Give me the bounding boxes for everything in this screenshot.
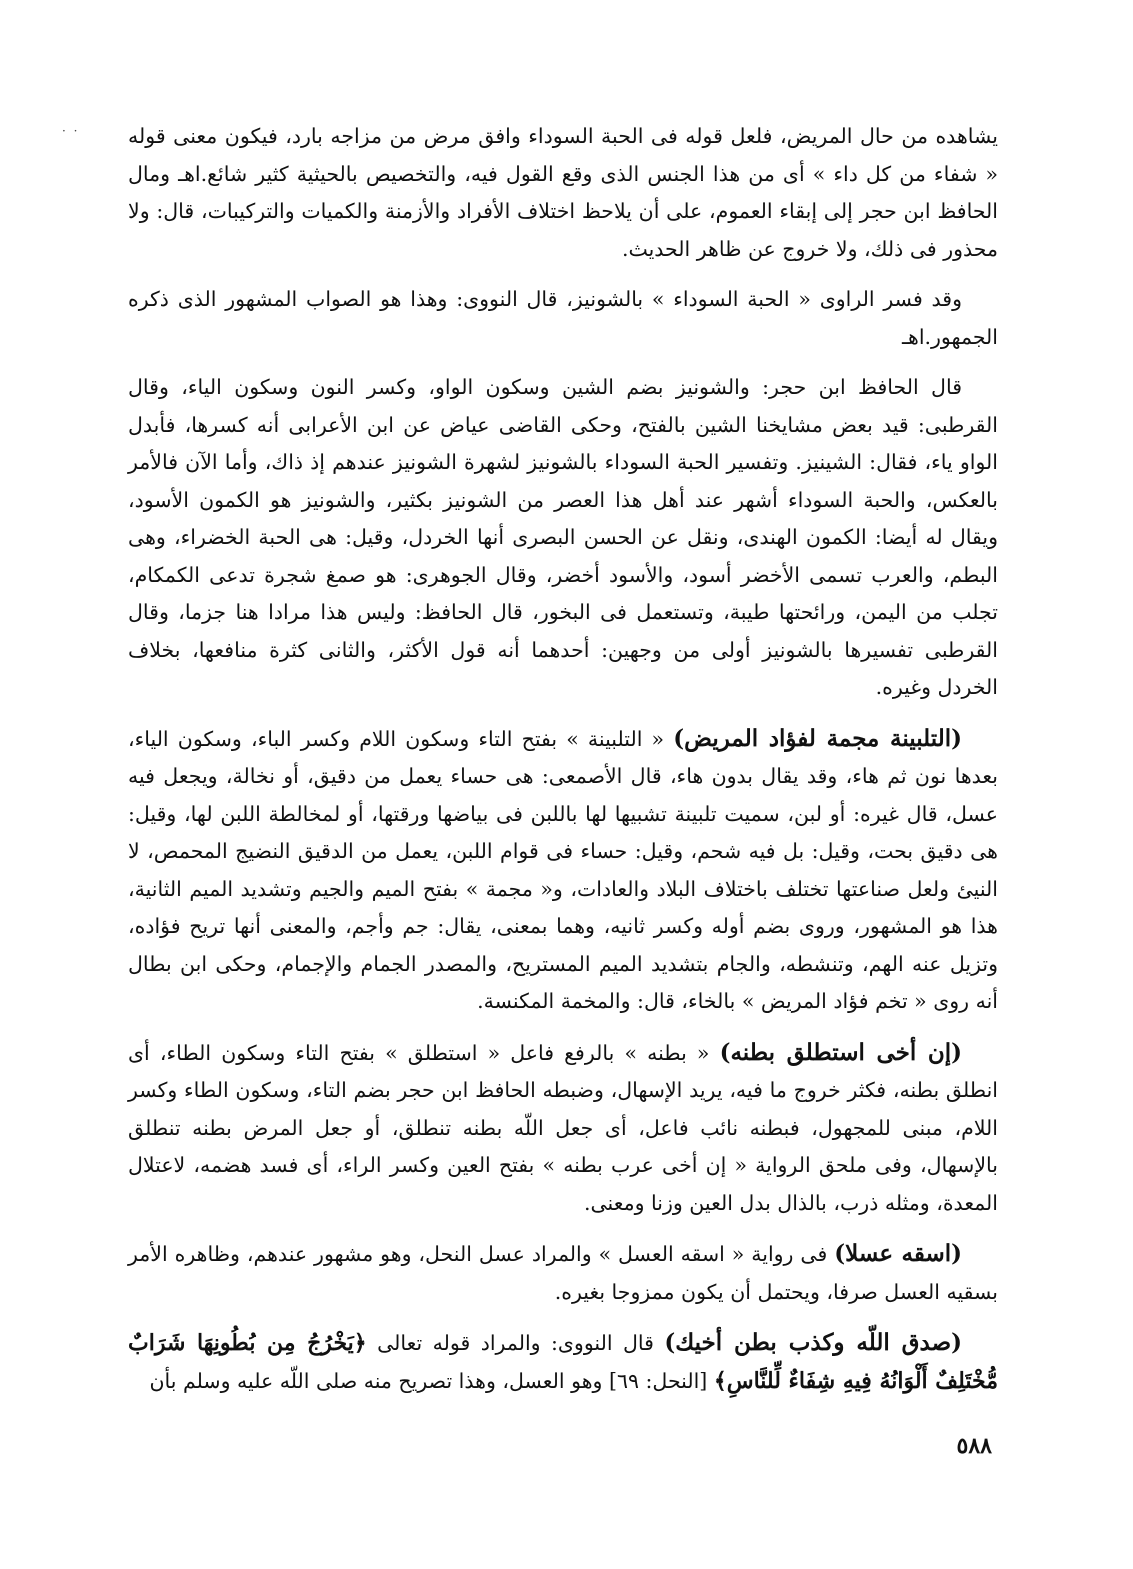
- paragraph-text: يشاهده من حال المريض، فلعل قوله فى الحبة السوداء وافق مرض من مزاجه بارد، فيكون معنى قوله « شفاء من كل داء » أى من هذا الجنس الذى وقع القول فيه، والتخصيص بالحيثية كثير شائع.اهـ ومال الحافظ ابن حجر إلى إبقاء العموم، على أن يلاحظ اختلاف الأفراد والأزمنة والكميات والتركيبات، قال: ولا محذور فى ذلك، ولا خروج عن ظاهر الحديث.: [128, 124, 998, 261]
- margin-mark: · ·: [62, 124, 80, 138]
- paragraph-text: [النحل: ٦٩] وهو العسل، وهذا تصريح منه صلى اللّه عليه وسلم بأن: [149, 1368, 714, 1393]
- quran-verse: ﴿يَخْرُجُ مِن بُطُونِهَا شَرَابٌ مُّخْتَلِفٌ أَلْوَانُهُ فِيهِ شِفَاءٌ لِّلنَّاسِ﴾: [128, 1330, 998, 1394]
- page-body: [128, 118, 998, 1413]
- section-heading: (التلبينة مجمة لفؤاد المريض): [673, 724, 962, 752]
- section-heading: (اسقه عسلا): [834, 1240, 962, 1267]
- paragraph-1: [128, 118, 998, 268]
- page-number: ٥٨٨: [956, 1433, 992, 1459]
- paragraph-text: فى رواية « اسقه العسل » والمراد عسل النحل، وهو مشهور عندهم، وظاهره الأمر بسقيه العسل صرفا، ويحتمل أن يكون ممزوجا بغيره.: [128, 1242, 998, 1304]
- paragraph-text: « بطنه » بالرفع فاعل « استطلق » بفتح التاء وسكون الطاء، أى انطلق بطنه، فكثر خروج ما فيه، يريد الإسهال، وضبطه الحافظ ابن حجر بضم التاء، وسكون الطاء وكسر اللام، مبنى للمجهول، فبطنه نائب فاعل، أى جعل اللّه بطنه تنطلق، أو جعل المرض بطنه تنطلق بالإسهال، وفى ملحق الرواية « إن أخى عرب بطنه » بفتح العين وكسر الراء، أى فسد هضمه، لاعتلال المعدة، ومثله ذرب، بالذال بدل العين وزنا ومعنى.: [128, 1040, 998, 1215]
- section-heading: (إن أخى استطلق بطنه): [719, 1038, 962, 1066]
- paragraph-6: [128, 1235, 998, 1311]
- paragraph-text: وقد فسر الراوى « الحبة السوداء » بالشونيز، قال النووى: وهذا هو الصواب المشهور الذى ذكره الجمهور.اهـ: [128, 287, 998, 349]
- paragraph-4: [128, 720, 998, 1021]
- paragraph-text: قال الحافظ ابن حجر: والشونيز بضم الشين وسكون الواو، وكسر النون وسكون الياء، وقال القرطبى: قيد بعض مشايخنا الشين بالفتح، وحكى القاضى عياض عن ابن الأعرابى أنه كسرها، فأبدل الواو ياء، فقال: الشينيز. وتفسير الحبة السوداء بالشونيز لشهرة الشونيز عندهم إذ ذاك، وأما الآن فالأمر بالعكس، والحبة السوداء أشهر عند أهل هذا العصر من الشونيز بكثير، والشونيز هو الكمون الأسود، ويقال له أيضا: الكمون الهندى، ونقل عن الحسن البصرى أنها الخردل، وقيل: هى الحبة الخضراء، وهى البطم، والعرب تسمى الأخضر أسود، والأسود أخضر، وقال الجوهرى: هو صمغ شجرة تدعى الكمكام، تجلب من اليمن، ورائحتها طيبة، وتستعمل فى البخور، قال الحافظ: وليس هذا مرادا هنا جزما، وقال القرطبى تفسيرها بالشونيز أولى من وجهين: أحدهما أنه قول الأكثر، والثانى كثرة منافعها، بخلاف الخردل وغيره.: [128, 375, 998, 699]
- paragraph-text: « التلبينة » بفتح التاء وسكون اللام وكسر الباء، وسكون الياء، بعدها نون ثم هاء، وقد يقال بدون هاء، قال الأصمعى: هى حساء يعمل من دقيق، أو نخالة، ويجعل فيه عسل، قال غيره: أو لبن، سميت تلبينة تشبيها لها باللبن فى بياضها ورقتها، أو لمخالطة اللبن لها، وقيل: هى دقيق بحت، وقيل: بل فيه شحم، وقيل: حساء فى قوام اللبن، يعمل من الدقيق النضيج المحمص، لا النيئ ولعل صناعتها تختلف باختلاف البلاد والعادات، و« مجمة » بفتح الميم والجيم وتشديد الميم الثانية، هذا هو المشهور، وروى بضم أوله وكسر ثانيه، وهما بمعنى، يقال: جم وأجم، والمعنى أنها تريح فؤاده، وتزيل عنه الهم، وتنشطه، والجام بتشديد الميم المستريح، والمصدر الجمام والإجمام، وحكى ابن بطال أنه روى « تخم فؤاد المريض » بالخاء، قال: والمخمة المكنسة.: [128, 726, 998, 1013]
- paragraph-2: [128, 281, 998, 356]
- paragraph-3: [128, 369, 998, 707]
- paragraph-7: [128, 1324, 998, 1400]
- section-heading: (صدق اللّه وكذب بطن أخيك): [664, 1329, 962, 1356]
- paragraph-5: [128, 1034, 998, 1223]
- paragraph-text: قال النووى: والمراد قوله تعالى: [366, 1331, 665, 1355]
